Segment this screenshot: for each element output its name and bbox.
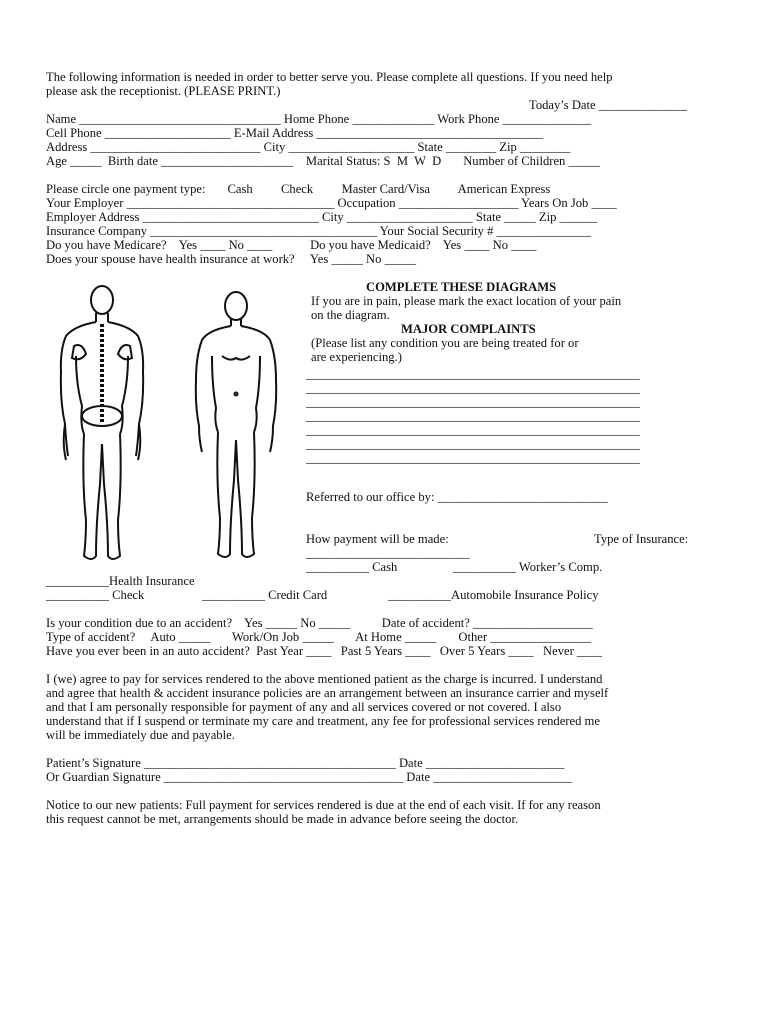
cash-option[interactable]: __________ Cash bbox=[306, 560, 398, 574]
medicare-medicaid-fields[interactable]: Do you have Medicare? Yes ____ No ____ Do you have Medicaid? Yes ____ No ____ bbox=[46, 238, 537, 252]
complaints-instruction-2: are experiencing.) bbox=[311, 350, 402, 364]
major-complaints-heading: MAJOR COMPLAINTS bbox=[401, 322, 536, 336]
body-diagram-front[interactable] bbox=[186, 290, 286, 570]
complaint-line[interactable]: _____________________________________________________ bbox=[306, 409, 640, 423]
agreement-line: understand that if I suspend or terminate my care and treatment, any fee for professional services rendered me bbox=[46, 714, 600, 728]
guardian-signature-field[interactable]: Or Guardian Signature ______________________________________ Date ______________________ bbox=[46, 770, 572, 784]
patient-signature-field[interactable]: Patient’s Signature ________________________________________ Date ______________________ bbox=[46, 756, 565, 770]
intro-line-2: please ask the receptionist. (PLEASE PRINT.) bbox=[46, 84, 281, 98]
agreement-line: and that I am personally responsible for payment of any and all services covered or not covered. I also bbox=[46, 700, 562, 714]
complaint-line[interactable]: _____________________________________________________ bbox=[306, 451, 640, 465]
agreement-line: I (we) agree to pay for services rendered to the above mentioned patient as the charge is incurred. I understand bbox=[46, 672, 603, 686]
diagram-instruction-1: If you are in pain, please mark the exact location of your pain bbox=[311, 294, 622, 308]
todays-date-field[interactable]: Today’s Date ______________ bbox=[529, 98, 687, 112]
cell-email-fields[interactable]: Cell Phone ____________________ E-Mail Address ____________________________________ bbox=[46, 126, 544, 140]
how-payment-label: How payment will be made: bbox=[306, 532, 449, 546]
agreement-line: and agree that health & accident insurance policies are an arrangement between an insurance carrier and myself bbox=[46, 686, 609, 700]
age-marital-fields[interactable]: Age _____ Birth date _____________________ Marital Status: S M W D Number of Children _____ bbox=[46, 154, 600, 168]
complaint-line[interactable]: _____________________________________________________ bbox=[306, 395, 640, 409]
body-diagram-back[interactable] bbox=[52, 284, 162, 574]
complaints-instruction-1: (Please list any condition you are being treated for or bbox=[311, 336, 579, 350]
referred-by-field[interactable]: Referred to our office by: ___________________________ bbox=[306, 490, 608, 504]
complaint-line[interactable]: _____________________________________________________ bbox=[306, 437, 640, 451]
employer-address-fields[interactable]: Employer Address ____________________________ City ____________________ State _____ Zip ______ bbox=[46, 210, 598, 224]
payment-blank-line[interactable]: __________________________ bbox=[306, 546, 470, 560]
agreement-line: will be immediately due and payable. bbox=[46, 728, 235, 742]
employer-fields[interactable]: Your Employer _________________________________ Occupation ___________________ Years On Job ____ bbox=[46, 196, 617, 210]
auto-insurance-option[interactable]: __________Automobile Insurance Policy bbox=[388, 588, 599, 602]
complaint-line[interactable]: _____________________________________________________ bbox=[306, 367, 640, 381]
diagrams-heading: COMPLETE THESE DIAGRAMS bbox=[366, 280, 557, 294]
check-option[interactable]: __________ Check bbox=[46, 588, 145, 602]
payment-type-row[interactable]: Please circle one payment type: Cash Check Master Card/Visa American Express bbox=[46, 182, 551, 196]
accident-type-row[interactable]: Type of accident? Auto _____ Work/On Job _____ At Home _____ Other ________________ bbox=[46, 630, 591, 644]
notice-line: Notice to our new patients: Full payment for services rendered is due at the end of each visit. If for any reason bbox=[46, 798, 601, 812]
diagram-instruction-2: on the diagram. bbox=[311, 308, 390, 322]
credit-card-option[interactable]: __________ Credit Card bbox=[202, 588, 328, 602]
address-fields[interactable]: Address ___________________________ City ____________________ State ________ Zip ________ bbox=[46, 140, 571, 154]
type-insurance-label: Type of Insurance: bbox=[594, 532, 689, 546]
complaint-line[interactable]: _____________________________________________________ bbox=[306, 381, 640, 395]
auto-accident-history-row[interactable]: Have you ever been in an auto accident? Past Year ____ Past 5 Years ____ Over 5 Years ____ Never ____ bbox=[46, 644, 603, 658]
insurance-ssn-fields[interactable]: Insurance Company ____________________________________ Your Social Security # _______________ bbox=[46, 224, 591, 238]
intro-line-1: The following information is needed in order to better serve you. Please complete all questions. If you need help bbox=[46, 70, 613, 84]
complaint-line[interactable]: _____________________________________________________ bbox=[306, 423, 640, 437]
health-insurance-option[interactable]: __________Health Insurance bbox=[46, 574, 195, 588]
workers-comp-option[interactable]: __________ Worker’s Comp. bbox=[453, 560, 603, 574]
accident-question-row[interactable]: Is your condition due to an accident? Yes _____ No _____ Date of accident? ___________________ bbox=[46, 616, 593, 630]
spouse-insurance-field[interactable]: Does your spouse have health insurance at work? Yes _____ No _____ bbox=[46, 252, 417, 266]
name-phone-fields[interactable]: Name ________________________________ Home Phone _____________ Work Phone ______________ bbox=[46, 112, 591, 126]
notice-line: this request cannot be met, arrangements should be made in advance before seeing the doctor. bbox=[46, 812, 519, 826]
